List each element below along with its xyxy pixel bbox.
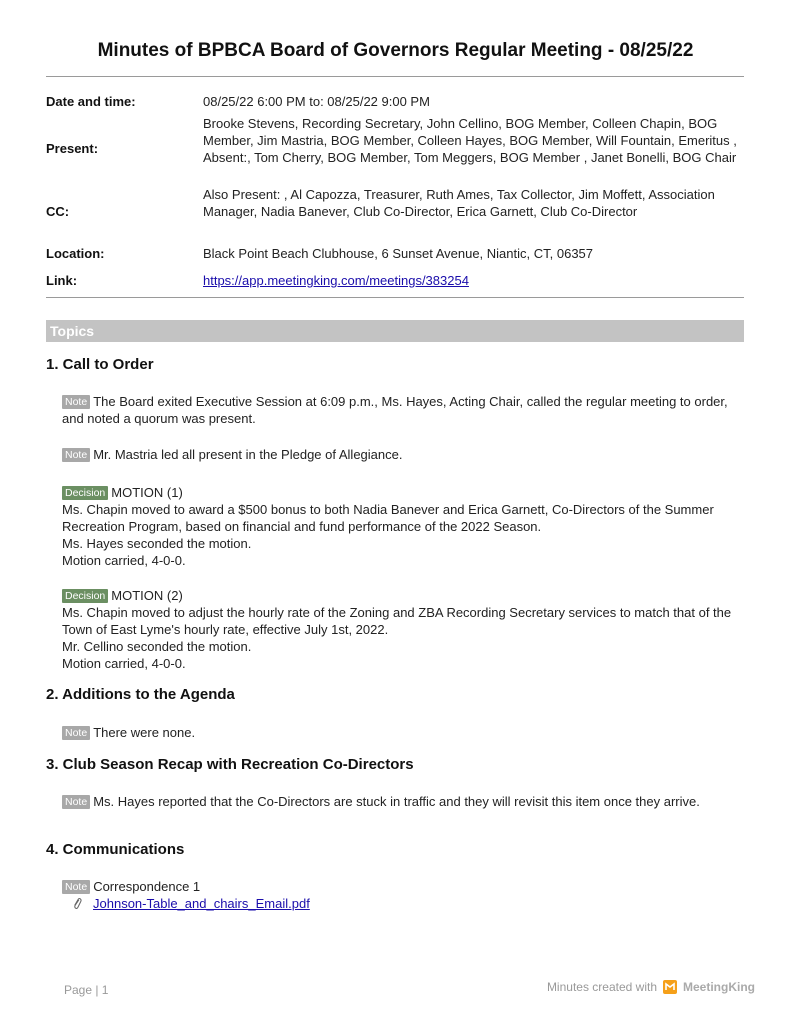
page-number: Page | 1 [64, 983, 109, 997]
note-tag: Note [62, 795, 90, 809]
present-value: Brooke Stevens, Recording Secretary, John Cellino, BOG Member, Colleen Chapin, BOG Member, Jim Mastria, BOG Member, Colleen Hayes, BOG Member, Will Fountain, Emeritus , Absent:, Tom Cherry, BOG Member, Tom Meggers, BOG Member , Janet Bonelli, BOG Chair [203, 116, 737, 165]
divider [46, 76, 744, 77]
section-heading-additions: 2. Additions to the Agenda [46, 686, 235, 703]
footer-branding [547, 980, 755, 994]
note-item [62, 393, 746, 427]
section-heading-club-season-recap: 3. Club Season Recap with Recreation Co-Directors [46, 756, 414, 773]
note-text: There were none. [93, 725, 196, 740]
decision-line: Mr. Cellino seconded the motion. [62, 639, 252, 654]
meetingking-logo-icon [663, 980, 677, 994]
decision-item [62, 484, 746, 501]
date-label: Date and time: [46, 94, 136, 109]
decision-title: MOTION (1) [111, 485, 183, 500]
decision-tag: Decision [62, 486, 108, 500]
attachment [62, 895, 746, 912]
topics-header: Topics [46, 320, 744, 342]
section-heading-communications: 4. Communications [46, 841, 185, 858]
decision-line: Ms. Hayes seconded the motion. [62, 536, 252, 551]
location-label: Location: [46, 246, 105, 261]
created-with-text: Minutes created with [546, 980, 657, 994]
note-tag: Note [62, 726, 90, 740]
note-text: Correspondence 1 [93, 879, 201, 894]
note-item [62, 724, 746, 741]
note-tag: Note [62, 880, 90, 894]
note-text: Ms. Hayes reported that the Co-Directors are stuck in traffic and they will revisit this item once they arrive. [93, 794, 700, 809]
cc-value: Also Present: , Al Capozza, Treasurer, Ruth Ames, Tax Collector, Jim Moffett, Association Manager, Nadia Banever, Club Co-Director, Erica Garnett, Club Co-Director [203, 187, 715, 219]
divider [46, 297, 744, 298]
note-item [62, 793, 746, 810]
note-item [62, 446, 746, 463]
cc-label: CC: [46, 204, 70, 219]
decision-line: Motion carried, 4-0-0. [62, 656, 186, 671]
meeting-link[interactable]: https://app.meetingking.com/meetings/383254 [203, 273, 469, 288]
link-label: Link: [46, 273, 78, 288]
note-item [62, 878, 746, 912]
note-tag: Note [62, 395, 90, 409]
attachment-link[interactable]: Johnson-Table_and_chairs_Email.pdf [93, 896, 310, 911]
note-text: The Board exited Executive Session at 6:09 p.m., Ms. Hayes, Acting Chair, called the regular meeting to order, and noted a quorum was present. [62, 394, 728, 426]
note-tag: Note [62, 448, 90, 462]
decision-line: Ms. Chapin moved to adjust the hourly rate of the Zoning and ZBA Recording Secretary services to match that of the Town of East Lyme's hourly rate, effective July 1st, 2022. [62, 605, 732, 637]
decision-line: Ms. Chapin moved to award a $500 bonus to both Nadia Banever and Erica Garnett, Co-Directors of the Summer Recreation Program, based on financial and fund performance of the 2022 Season. [62, 502, 714, 534]
section-heading-call-to-order: 1. Call to Order [46, 356, 154, 373]
page-title: Minutes of BPBCA Board of Governors Regular Meeting - 08/25/22 [97, 40, 694, 61]
decision-line: Motion carried, 4-0-0. [62, 553, 186, 568]
decision-item [62, 587, 746, 604]
decision-tag: Decision [62, 589, 108, 603]
date-value: 08/25/22 6:00 PM to: 08/25/22 9:00 PM [203, 94, 430, 109]
decision-title: MOTION (2) [111, 588, 183, 603]
present-label: Present: [46, 141, 99, 156]
location-value: Black Point Beach Clubhouse, 6 Sunset Avenue, Niantic, CT, 06357 [203, 246, 594, 261]
brand-name: MeetingKing [683, 980, 755, 994]
note-text: Mr. Mastria led all present in the Pledge of Allegiance. [93, 447, 403, 462]
paperclip-icon [72, 897, 82, 910]
